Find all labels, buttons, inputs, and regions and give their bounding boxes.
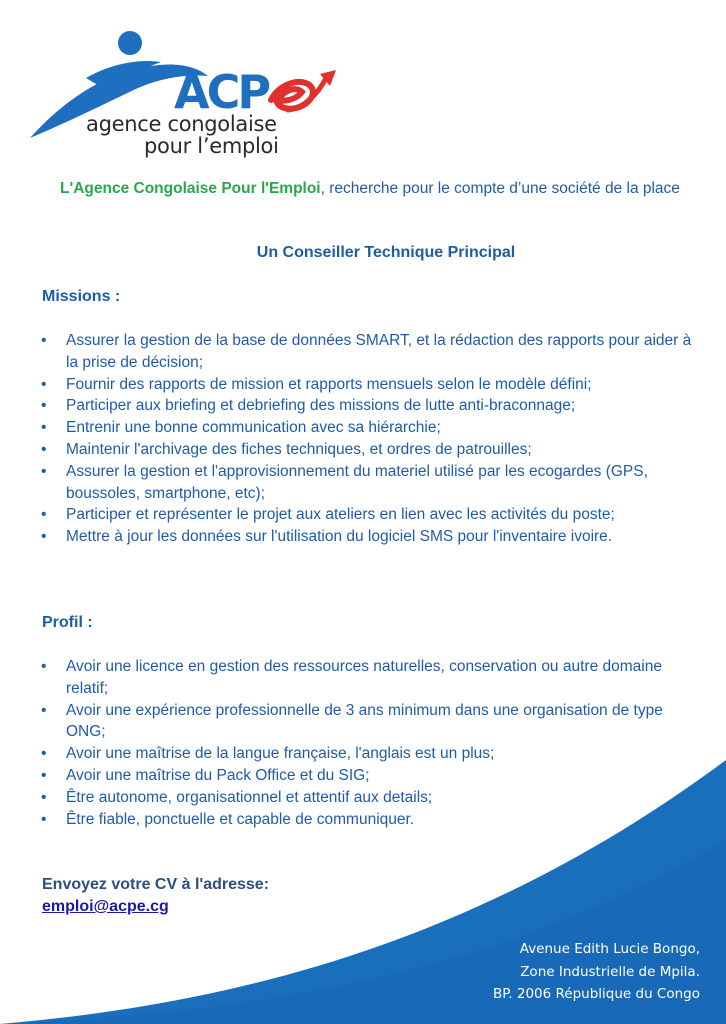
intro-rest: , recherche pour le compte d’une société de la place — [320, 180, 680, 197]
list-item: • Participer et représenter le projet aux ateliers en lien avec les activités du poste; — [40, 504, 705, 526]
list-item: • Avoir une licence en gestion des ressources naturelles, conservation ou autre domaine relatif; — [40, 656, 705, 700]
profil-heading: Profil : — [42, 614, 93, 631]
list-item: • Participer aux briefing et debriefing des missions de lutte anti-braconnage; — [40, 395, 705, 417]
address-line: Avenue Edith Lucie Bongo, — [519, 941, 700, 957]
organization-name: L'Agence Congolaise Pour l'Emploi — [60, 180, 321, 197]
logo-line-1: agence congolaise — [86, 112, 277, 136]
svg-text:ACP: ACP — [174, 65, 269, 119]
logo-line-2: pour l’emploi — [144, 134, 279, 158]
job-title: Un Conseiller Technique Principal — [256, 244, 516, 261]
address-block — [493, 938, 700, 1006]
list-item: • Assurer la gestion de la base de données SMART, et la rédaction des rapports pour aider à la prise de décision; — [40, 330, 705, 374]
list-item: • Assurer la gestion et l'approvisionnement du materiel utilisé par les ecogardes (GPS, boussoles, smartphone, etc); — [40, 461, 705, 505]
list-item: • Avoir une maîtrise de la langue française, l'anglais est un plus; — [40, 743, 705, 765]
address-line: Zone Industrielle de Mpila. — [520, 963, 700, 980]
intro-text — [40, 178, 700, 199]
profil-list — [40, 656, 705, 830]
acpe-logo — [26, 28, 346, 163]
address-line: BP. 2006 République du Congo — [492, 986, 700, 1002]
list-item: • Être fiable, ponctuelle et capable de communiquer. — [40, 809, 705, 831]
list-item: • Mettre à jour les données sur l'utilisation du logiciel SMS pour l'inventaire ivoire. — [40, 526, 705, 548]
missions-heading: Missions : — [42, 288, 121, 305]
email-link[interactable]: emploi@acpe.cg — [42, 898, 169, 915]
list-item: • Entrenir une bonne communication avec sa hiérarchie; — [40, 417, 705, 439]
cv-instruction: Envoyez votre CV à l'adresse: — [42, 876, 270, 893]
missions-list — [40, 330, 705, 548]
list-item: • Avoir une maîtrise du Pack Office et du SIG; — [40, 765, 705, 787]
list-item: • Être autonome, organisationnel et attentif aux details; — [40, 787, 705, 809]
list-item: • Avoir une expérience professionnelle de 3 ans minimum dans une organisation de type ONG; — [40, 700, 705, 744]
list-item: • Fournir des rapports de mission et rapports mensuels selon le modèle défini; — [40, 374, 705, 396]
list-item: • Maintenir l'archivage des fiches techniques, et ordres de patrouilles; — [40, 439, 705, 461]
